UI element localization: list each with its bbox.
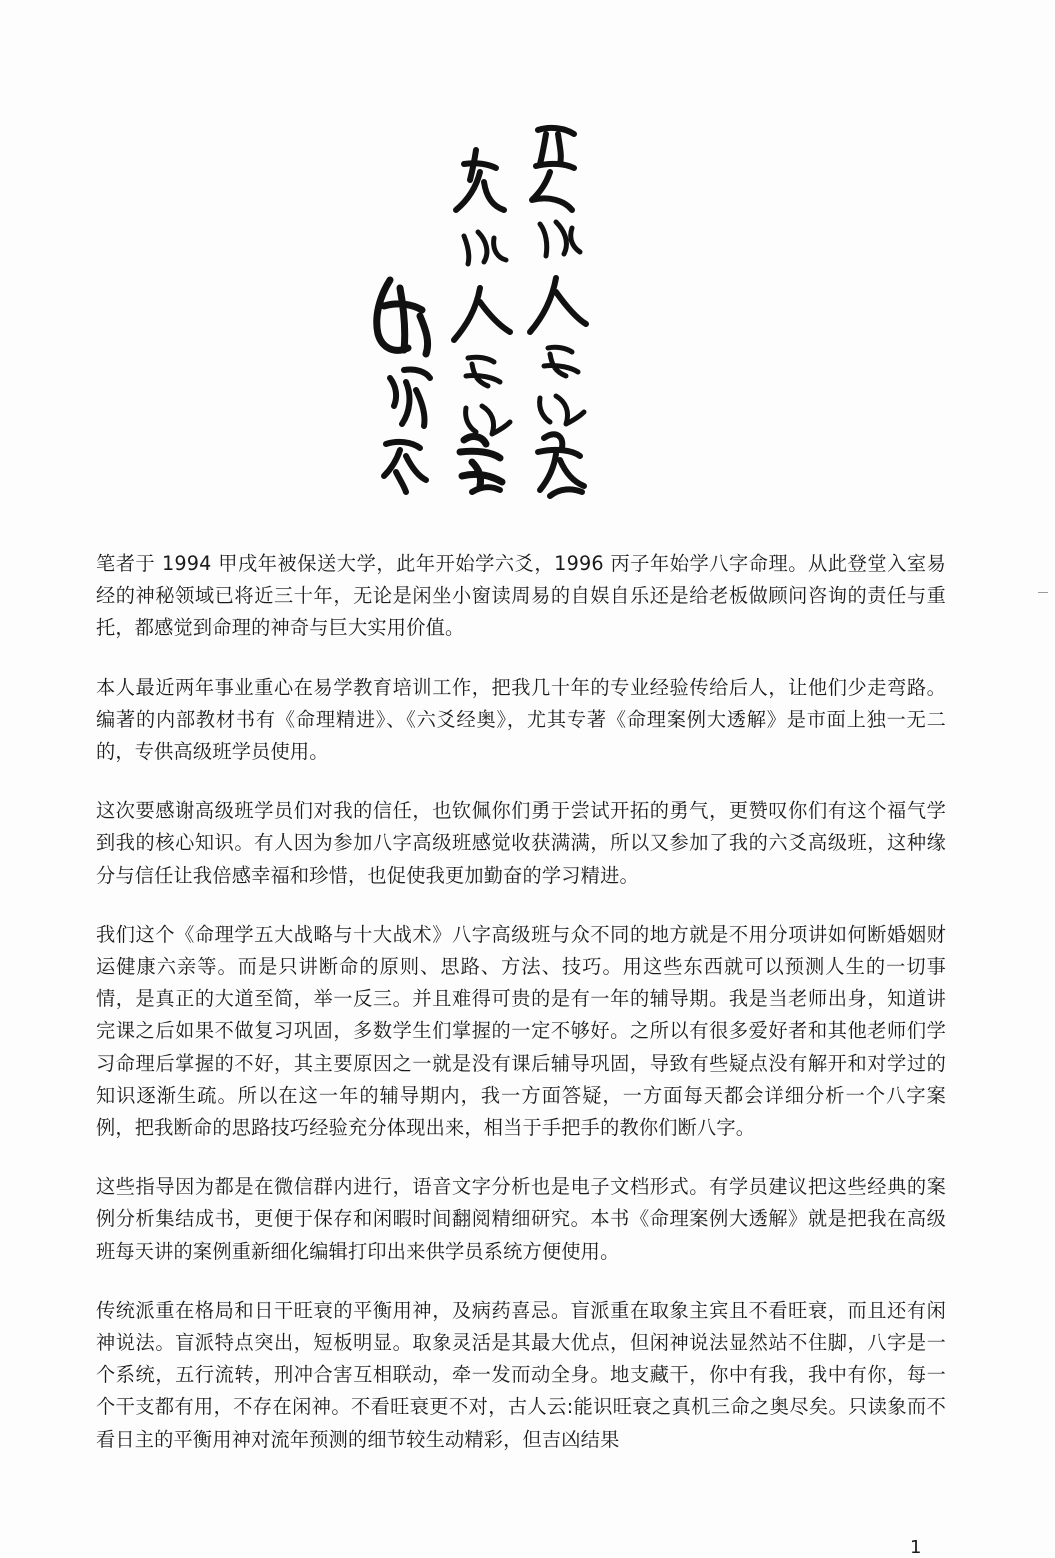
calligraphy-image <box>360 120 600 500</box>
paragraph-schools-comparison: 传统派重在格局和日干旺衰的平衡用神，及病药喜忌。盲派重在取象主宾且不看旺衰，而且还有闲神说法。盲派特点突出，短板明显。取象灵活是其最大优点，但闲神说法显然站不住脚，八字是一个系统，五行流转，刑冲合害互相联动，牵一发而动全身。地支藏干，你中有我，我中有你，每一个干支都有用，不存在闲神。不看旺衰更不对，古人云:能识旺衰之真机三命之奥尽矣。只读象而不看日主的平衡用神对流年预测的细节较生动精彩，但吉凶结果 <box>96 1298 946 1451</box>
scan-edge-mark <box>1038 592 1048 593</box>
paragraph-thanks: 这次要感谢高级班学员们对我的信任，也钦佩你们勇于尝试开拓的勇气，更赞叹你们有这个福气学到我的核心知识。有人因为参加八字高级班感觉收获满满，所以又参加了我的六爻高级班，这种缘分与信任让我倍感幸福和珍惜，也促使我更加勤奋的学习精进。 <box>96 799 946 887</box>
calligraphy-inscription <box>360 120 600 500</box>
body-text <box>96 548 946 1483</box>
paragraph-intro: 笔者于 1994 甲戌年被保送大学，此年开始学六爻，1996 丙子年始学八字命理。从此登堂入室易经的神秘领域已将近三十年，无论是闲坐小窗读周易的自娱自乐还是给老板做顾问咨询的责任与重托，都感觉到命理的神奇与巨大实用价值。 <box>96 552 946 640</box>
page-number: 1 <box>910 1537 922 1558</box>
paragraph-teaching-work: 本人最近两年事业重心在易学教育培训工作，把我几十年的专业经验传给后人，让他们少走弯路。编著的内部教材书有《命理精进》、《六爻经奥》，尤其专著《命理案例大透解》是市面上独一无二的，专供高级班学员使用。 <box>96 675 946 764</box>
paragraph-course-description: 我们这个《命理学五大战略与十大战术》八字高级班与众不同的地方就是不用分项讲如何断婚姻财运健康六亲等。而是只讲断命的原则、思路、方法、技巧。用这些东西就可以预测人生的一切事情，是真正的大道至简，举一反三。并且难得可贵的是有一年的辅导期。我是当老师出身，知道讲完课之后如果不做复习巩固，多数学生们掌握的一定不够好。之所以有很多爱好者和其他老师们学习命理后掌握的不好，其主要原因之一就是没有课后辅导巩固，导致有些疑点没有解开和对学过的知识逐渐生疏。所以在这一年的辅导期内，我一方面答疑，一方面每天都会详细分析一个八字案例，把我断命的思路技巧经验充分体现出来，相当于手把手的教你们断八字。 <box>96 922 946 1140</box>
paragraph-book-origin: 这些指导因为都是在微信群内进行，语音文字分析也是电子文档形式。有学员建议把这些经典的案例分析集结成书，更便于保存和闲暇时间翻阅精细研究。本书《命理案例大透解》就是把我在高级班每天讲的案例重新细化编辑打印出来供学员系统方便使用。 <box>96 1175 946 1263</box>
